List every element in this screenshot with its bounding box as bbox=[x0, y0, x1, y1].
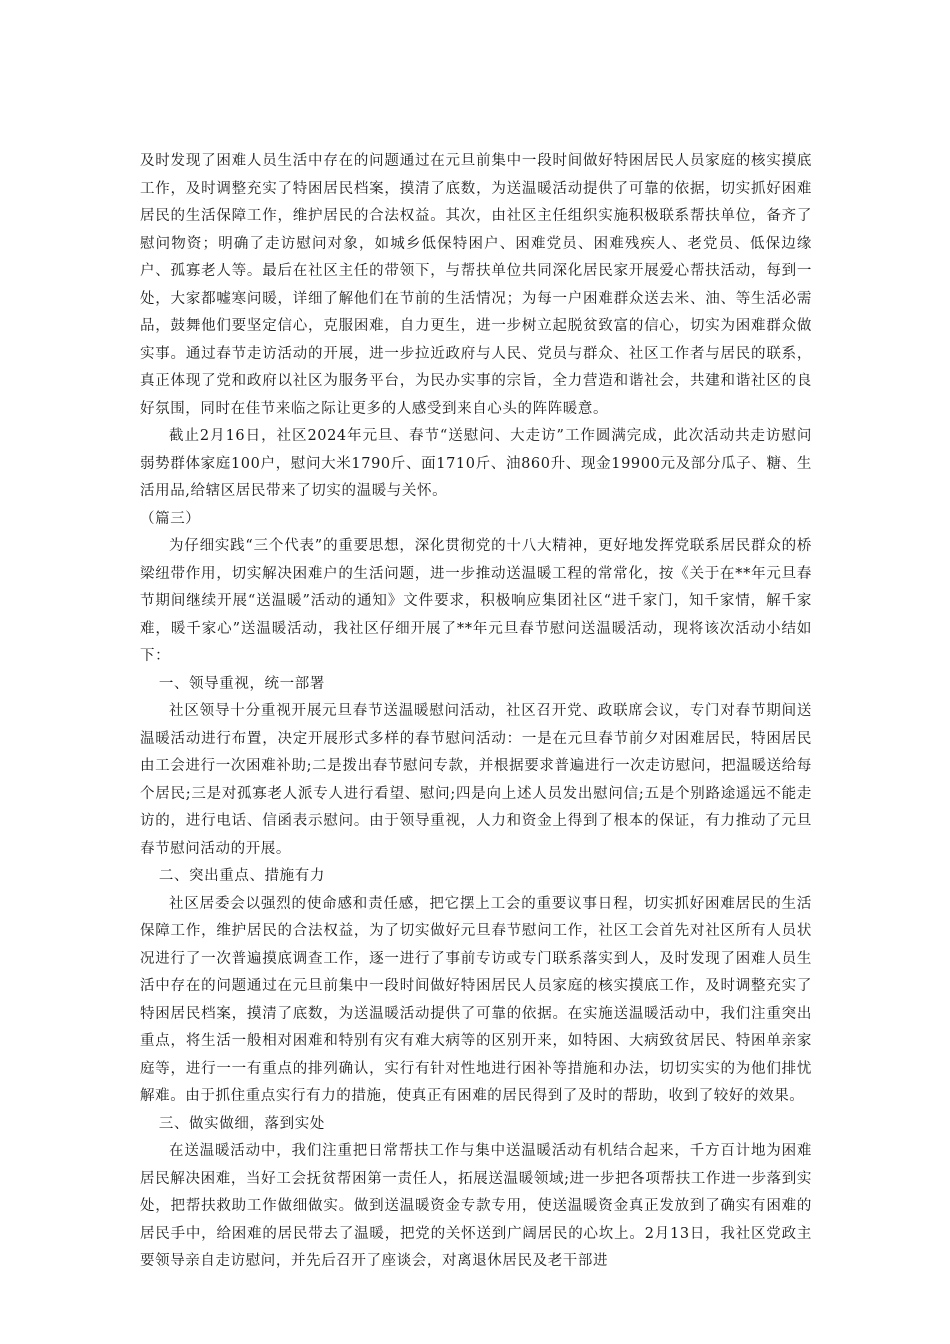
paragraph-intro: 为仔细实践“三个代表”的重要思想，深化贯彻党的十八大精神，更好地发挥党联系居民群众的桥梁纽带作用，切实解决困难户的生活问题，进一步推动送温暖工程的常常化，按《关于在**年元旦春节期间继续开展“送温暖”活动的通知》文件要求，积极响应集团社区“进千家门，知千家情，解千家难，暖千家心”送温暖活动，我社区仔细开展了**年元旦春节慰问送温暖活动，现将该次活动小结如下： bbox=[140, 538, 812, 664]
section-heading-2: 二、突出重点、措施有力 bbox=[158, 868, 325, 884]
part-title: （篇三） bbox=[140, 510, 201, 527]
paragraph-summary: 截止2月16日，社区2024年元旦、春节“送慰问、大走访”工作圆满完成，此次活动共走访慰问弱势群体家庭100户，慰问大米1790斤、面1710斤、油860升、现金19900元及部分瓜子、糖、生活用品,给辖区居民带来了切实的温暖与关怀。 bbox=[140, 428, 812, 499]
paragraph-continued: 及时发现了困难人员生活中存在的问题通过在元旦前集中一段时间做好特困居民人员家庭的核实摸底工作，及时调整充实了特困居民档案，摸清了底数，为送温暖活动提供了可靠的依据，切实抓好困难居民的生活保障工作，维护居民的合法权益。其次，由社区主任组织实施积极联系帮扶单位，备齐了慰问物资；明确了走访慰问对象，如城乡低保特困户、困难党员、困难残疾人、老党员、低保边缘户、孤寡老人等。最后在社区主任的带领下，与帮扶单位共同深化居民家开展爱心帮扶活动，每到一处，大家都嘘寒问暖，详细了解他们在节前的生活情况；为每一户困难群众送去米、油、等生活必需品，鼓舞他们要坚定信心，克服困难，自力更生，进一步树立起脱贫致富的信心，切实为困难群众做实事。通过春节走访活动的开展，进一步拉近政府与人民、党员与群众、社区工作者与居民的联系，真正体现了党和政府以社区为服务平台，为民办实事的宗旨，全力营造和谐社会，共建和谐社区的良好氛围，同时在佳节来临之际让更多的人感受到来自心头的阵阵暖意。 bbox=[140, 153, 812, 417]
paragraph-section-1: 社区领导十分重视开展元旦春节送温暖慰问活动，社区召开党、政联席会议，专门对春节期间送温暖活动进行布置，决定开展形式多样的春节慰问活动：一是在元旦春节前夕对困难居民，特困居民由工会进行一次困难补助;二是拨出春节慰问专款，并根据要求普遍进行一次走访慰问，把温暖送给每个居民;三是对孤寡老人派专人进行看望、慰问;四是向上述人员发出慰问信;五是个别路途遥远不能走访的，进行电话、信函表示慰问。由于领导重视，人力和资金上得到了根本的保证，有力推动了元旦春节慰问活动的开展。 bbox=[140, 703, 812, 857]
paragraph-section-3: 在送温暖活动中，我们注重把日常帮扶工作与集中送温暖活动有机结合起来，千方百计地为困难居民解决困难，当好工会抚贫帮困第一责任人，拓展送温暖领域;进一步把各项帮扶工作进一步落到实处，把帮扶救助工作做细做实。做到送温暖资金专款专用，使送温暖资金真正发放到了确实有困难的居民手中，给困难的居民带去了温暖，把党的关怀送到广阔居民的心坎上。2月13日，我社区党政主要领导亲自走访慰问，并先后召开了座谈会，对离退休居民及老干部进 bbox=[140, 1143, 812, 1269]
section-heading-3: 三、做实做细，落到实处 bbox=[158, 1115, 325, 1132]
section-heading-1: 一、领导重视，统一部署 bbox=[158, 675, 325, 692]
document-page bbox=[140, 148, 812, 1276]
paragraph-section-2: 社区居委会以强烈的使命感和责任感，把它摆上工会的重要议事日程，切实抓好困难居民的生活保障工作，维护居民的合法权益，为了切实做好元旦春节慰问工作，社区工会首先对社区所有人员状况进行了一次普遍摸底调查工作，逐一进行了事前专访或专门联系落实到人，及时发现了困难人员生活中存在的问题通过在元旦前集中一段时间做好特困居民人员家庭的核实摸底工作，及时调整充实了特困居民档案，摸清了底数，为送温暖活动提供了可靠的依据。在实施送温暖活动中，我们注重突出重点，将生活一般相对困难和特别有灾有难大病等的区别开来，如特困、大病致贫居民、特困单亲家庭等，进行一一有重点的排列确认，实行有针对性地进行困补等措施和办法，切切实实的为他们排忧解难。由于抓住重点实行有力的措施，使真正有困难的居民得到了及时的帮助，收到了较好的效果。 bbox=[140, 895, 812, 1104]
